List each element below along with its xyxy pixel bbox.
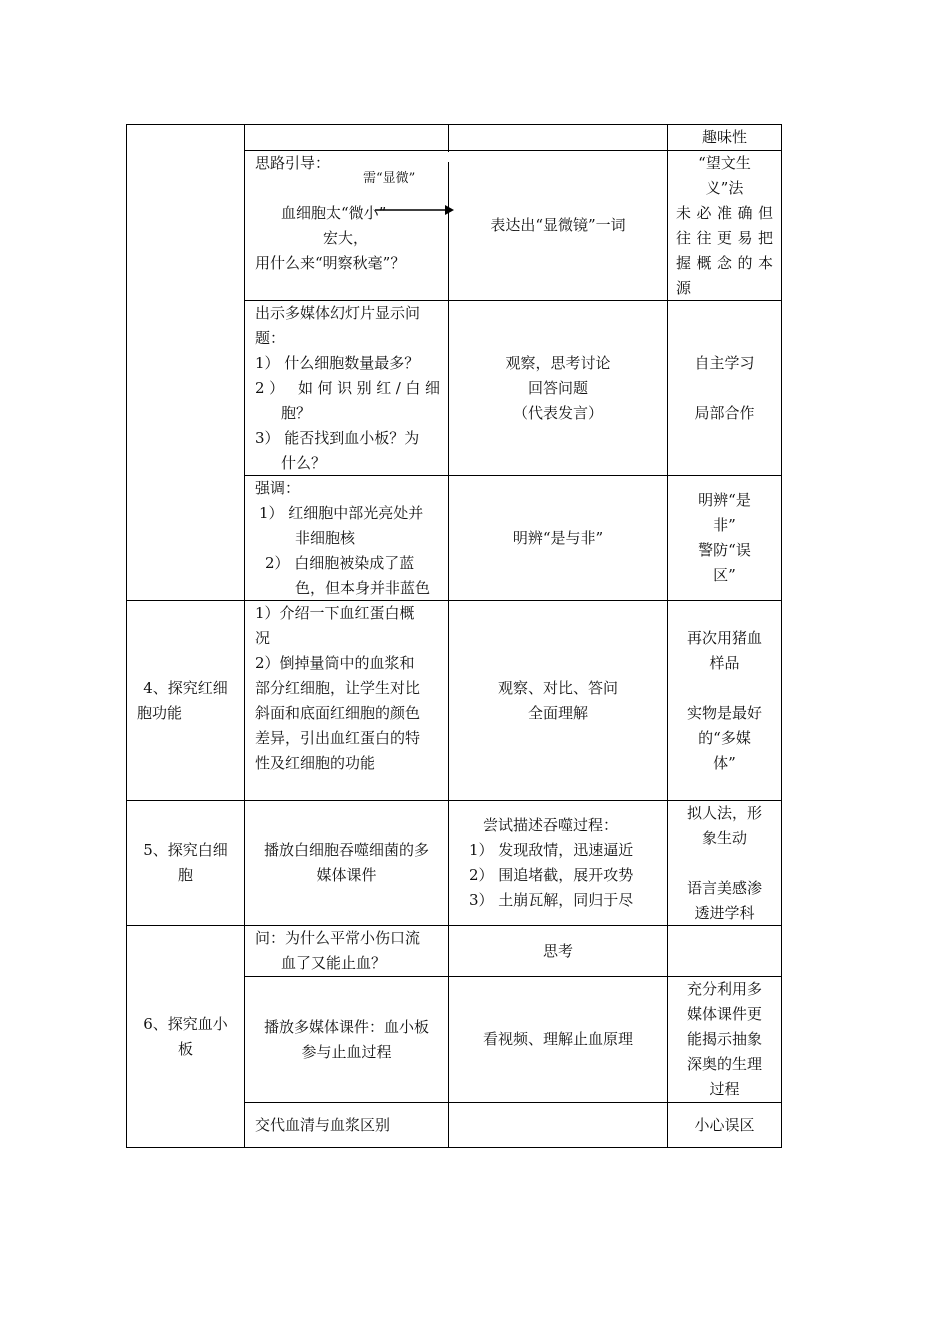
cell-text: 1） 红细胞中部光亮处并 [259,504,424,522]
cell-text: “望文生 [698,154,751,172]
cell-text: 的“多媒 [698,729,751,747]
cell-r3-col4 [668,476,781,600]
cell-text: 体” [713,754,736,772]
cell-text: 播放白细胞吞噬细菌的多 [263,841,429,859]
cell-text: 义”法 [705,179,744,197]
cell-r4-col4 [668,601,781,800]
table-border-right [781,124,782,1148]
cell-r5-col3 [449,813,667,925]
cell-text: 非细胞核 [295,529,356,547]
arrow-right-icon [375,204,455,216]
cell-text: 部分红细胞，让学生对比 [255,679,421,697]
cell-text: 握概念的本 [676,254,773,272]
section-heading: 胞 [177,866,193,884]
cell-text: 2） 白细胞被染成了蓝 [265,554,415,572]
cell-text: 血了又能止血？ [281,954,387,972]
cell-r1-col3 [449,151,667,300]
guide-line2: 宏大， [323,229,369,247]
cell-text: 1） 什么细胞数量最多？ [255,354,420,372]
cell-r4-col2 [245,601,448,800]
cell-text: 出示多媒体幻灯片显示问 [255,304,421,322]
cell-text: 趣味性 [701,128,747,146]
cell-text: 什么？ [281,454,327,472]
cell-text: 深奥的生理 [686,1055,762,1073]
cell-r2-col2 [245,301,448,475]
cell-text: 性及红细胞的功能 [255,754,376,772]
cell-r2-col3 [449,301,667,475]
guide-line1: 血细胞太“微小” [281,204,387,222]
cell-r0-col4 [668,125,781,150]
cell-text: 思考 [542,941,573,960]
cell-r5-col4 [668,801,781,925]
guide-title: 思路引导： [255,154,331,172]
cell-r1-col2 [245,151,448,300]
cell-text: 媒体课件更 [686,1005,762,1023]
cell-text: 播放多媒体课件：血小板 [263,1017,429,1036]
cell-r6c-col4 [668,1103,781,1147]
cell-text: 观察、对比、答问 [497,678,618,697]
cell-text: 能揭示抽象 [686,1030,762,1048]
cell-text: （代表发言） [512,403,603,422]
section-heading: 4、探究红细 [143,678,228,697]
cell-r2-col4 [668,301,781,475]
cell-text: 充分利用多 [686,980,762,998]
cell-text: 自主学习 [694,353,755,372]
cell-text: 色，但本身并非蓝色 [295,579,431,597]
cell-text: 看视频、理解止血原理 [482,1030,633,1048]
cell-r6c-col2 [245,1103,448,1147]
cell-text: 1）介绍一下血红蛋白概 [255,604,415,622]
guide-note: 需“显微” [363,171,416,186]
table-border-bottom [126,1147,782,1148]
cell-text: 3） 能否找到血小板？为 [255,429,420,447]
cell-text: 尝试描述吞噬过程： [483,816,619,834]
cell-text: 实物是最好 [686,704,762,722]
cell-r6b-col3 [449,977,667,1102]
cell-r6b-col2 [245,977,448,1102]
cell-text: 源 [676,279,692,297]
cell-text: 透进学科 [694,904,755,922]
cell-text: 强调： [255,479,301,497]
cell-text: 表达出“显微镜”一词 [490,216,626,234]
cell-text: 非” [713,516,736,534]
cell-r1-col4 [668,151,781,300]
cell-text: 题： [255,329,286,347]
cell-r4-col3 [449,601,667,800]
cell-text: 过程 [709,1080,740,1098]
cell-text: 语言美感渗 [686,879,762,897]
cell-r6-col1 [127,926,244,1147]
cell-text: 2） 如何识别红/白细 [255,379,440,397]
cell-text: 局部合作 [694,403,755,422]
cell-text: 观察，思考讨论 [505,353,611,372]
cell-text: 回答问题 [527,378,588,397]
cell-text: 差异，引出血红蛋白的特 [255,729,421,747]
cell-text: 未必准确但 [676,204,773,222]
cell-text: 象生动 [701,829,747,847]
cell-text: 2）倒掉量筒中的血浆和 [255,654,415,672]
cell-text: 警防“误 [698,541,751,559]
column-divider [448,124,449,152]
section-heading: 胞功能 [137,703,183,722]
cell-text: 问：为什么平常小伤口流 [255,929,421,947]
cell-text: 样品 [709,654,740,672]
cell-r3-col3 [449,476,667,600]
cell-r3-col2 [245,476,448,600]
cell-text: 3） 土崩瓦解，同归于尽 [469,891,634,909]
cell-text: 往往更易把 [676,229,773,247]
cell-text: 区” [713,566,736,584]
cell-text: 2） 围追堵截，展开攻势 [469,866,634,884]
cell-r6a-col3 [449,926,667,976]
section-heading: 5、探究白细 [143,841,228,859]
cell-text: 1） 发现敌情，迅速逼近 [469,841,634,859]
cell-r5-col1 [127,801,244,925]
cell-text: 交代血清与血浆区别 [255,1115,391,1134]
cell-text: 媒体课件 [316,866,377,884]
cell-text: 小心误区 [694,1115,755,1134]
cell-text: 参与止血过程 [301,1042,392,1061]
cell-text: 全面理解 [527,703,588,722]
cell-text: 拟人法，形 [686,804,762,822]
section-heading: 6、探究血小 [143,1014,228,1033]
cell-r6a-col2 [245,926,448,976]
cell-text: 况 [255,629,271,647]
section-heading: 板 [177,1039,193,1058]
cell-text: 明辨“是与非” [512,528,604,547]
guide-line3: 用什么来“明察秋毫”？ [255,254,406,272]
cell-text: 斜面和底面红细胞的颜色 [255,704,421,722]
cell-text: 再次用猪血 [686,629,762,647]
cell-r5-col2 [245,801,448,925]
cell-text: 胞？ [281,404,312,422]
cell-text: 明辨“是 [698,491,751,509]
cell-r6b-col4 [668,977,781,1102]
cell-r4-col1 [127,601,244,800]
